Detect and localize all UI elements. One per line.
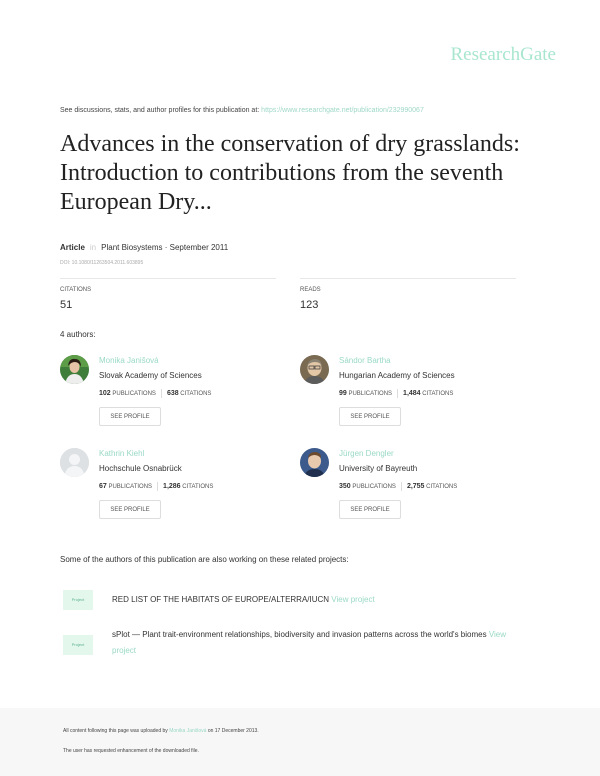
divider (60, 278, 276, 279)
citations-count: 1,484 (403, 390, 421, 398)
view-project-link[interactable]: View project (112, 630, 507, 655)
project-badge: Project (63, 590, 93, 610)
journal-info: Plant Biosystems · September 2011 (101, 243, 229, 252)
reads-value: 123 (300, 299, 319, 311)
avatar[interactable] (300, 355, 329, 384)
publications-label: PUBLICATIONS (112, 391, 156, 398)
article-meta (60, 243, 228, 252)
upload-note (63, 728, 259, 734)
view-project-link[interactable]: View project (331, 595, 375, 604)
author-institution: Hochschule Osnabrück (99, 464, 182, 473)
publications-label: PUBLICATIONS (348, 391, 393, 398)
enhancement-note: The user has requested enhancement of the downloaded file. (63, 748, 199, 754)
author-name[interactable]: Monika Janišová (99, 356, 159, 365)
project-title: RED LIST OF THE HABITATS OF EUROPE/ALTERRA/IUCN (112, 595, 332, 604)
publications-count: 99 (339, 390, 347, 398)
publications-count: 67 (99, 483, 107, 491)
citations-count: 2,755 (406, 483, 425, 491)
stats-divider (161, 389, 162, 398)
author-stats (99, 389, 211, 398)
publications-count: 102 (99, 390, 111, 398)
author-card (300, 355, 530, 445)
see-discussions-line (60, 107, 424, 114)
stats-divider (401, 482, 402, 491)
projects-heading: Some of the authors of this publication are also working on these related projects: (60, 555, 349, 564)
author-name[interactable]: Sándor Bartha (339, 356, 391, 365)
avatar[interactable] (300, 448, 329, 477)
citations-label: CITATIONS (180, 391, 212, 398)
see-discussions-text: See discussions, stats, and author profiles for this publication at: (60, 107, 262, 114)
article-title: Advances in the conservation of dry grasslands: Introduction to contributions from the seventh European Dry... (60, 131, 520, 215)
avatar[interactable] (60, 355, 89, 384)
researchgate-logo[interactable]: ResearchGate (450, 44, 556, 65)
see-profile-button[interactable]: SEE PROFILE (99, 407, 161, 426)
author-institution: University of Bayreuth (339, 464, 418, 473)
footer (0, 708, 600, 776)
citations-label: CITATIONS (422, 391, 454, 398)
author-stats (339, 389, 453, 398)
stats-divider (397, 389, 398, 398)
citations-count: 1,286 (163, 483, 181, 491)
citations-label: CITATIONS (60, 287, 92, 293)
uploader-link[interactable]: Monika Janišová (169, 728, 207, 734)
default-avatar-icon[interactable] (60, 448, 89, 477)
author-card (300, 448, 530, 538)
article-doi: DOI: 10.1080/11263504.2011.603895 (60, 260, 144, 266)
project-item (112, 627, 522, 659)
meta-separator: in (89, 243, 97, 252)
see-profile-button[interactable]: SEE PROFILE (339, 500, 401, 519)
stats-divider (157, 482, 158, 491)
upload-note-prefix: All content following this page was uploaded by (63, 728, 170, 734)
reads-label: READS (300, 287, 321, 293)
author-institution: Hungarian Academy of Sciences (339, 371, 455, 380)
see-profile-button[interactable]: SEE PROFILE (99, 500, 161, 519)
article-type: Article (60, 243, 85, 252)
see-profile-button[interactable]: SEE PROFILE (339, 407, 401, 426)
citations-value: 51 (60, 299, 73, 311)
citations-count: 638 (166, 390, 179, 398)
publications-count: 350 (339, 483, 351, 491)
citations-label: CITATIONS (182, 484, 214, 491)
authors-heading: 4 authors: (60, 330, 96, 339)
divider (300, 278, 516, 279)
author-stats (339, 482, 457, 491)
publication-url-link[interactable]: https://www.researchgate.net/publication/232990067 (261, 107, 424, 114)
author-name[interactable]: Kathrin Kiehl (99, 449, 145, 458)
upload-note-suffix: on 17 December 2013. (206, 728, 259, 734)
publications-label: PUBLICATIONS (108, 484, 153, 491)
author-institution: Slovak Academy of Sciences (99, 371, 202, 380)
citations-label: CITATIONS (426, 484, 458, 491)
author-card (60, 448, 290, 538)
author-card (60, 355, 290, 445)
author-stats (99, 482, 213, 491)
project-title: sPlot — Plant trait-environment relationships, biodiversity and invasion patterns across the world's biomes (112, 630, 489, 639)
project-badge: Project (63, 635, 93, 655)
project-item (112, 592, 522, 608)
publications-label: PUBLICATIONS (352, 484, 396, 491)
author-name[interactable]: Jürgen Dengler (339, 449, 394, 458)
